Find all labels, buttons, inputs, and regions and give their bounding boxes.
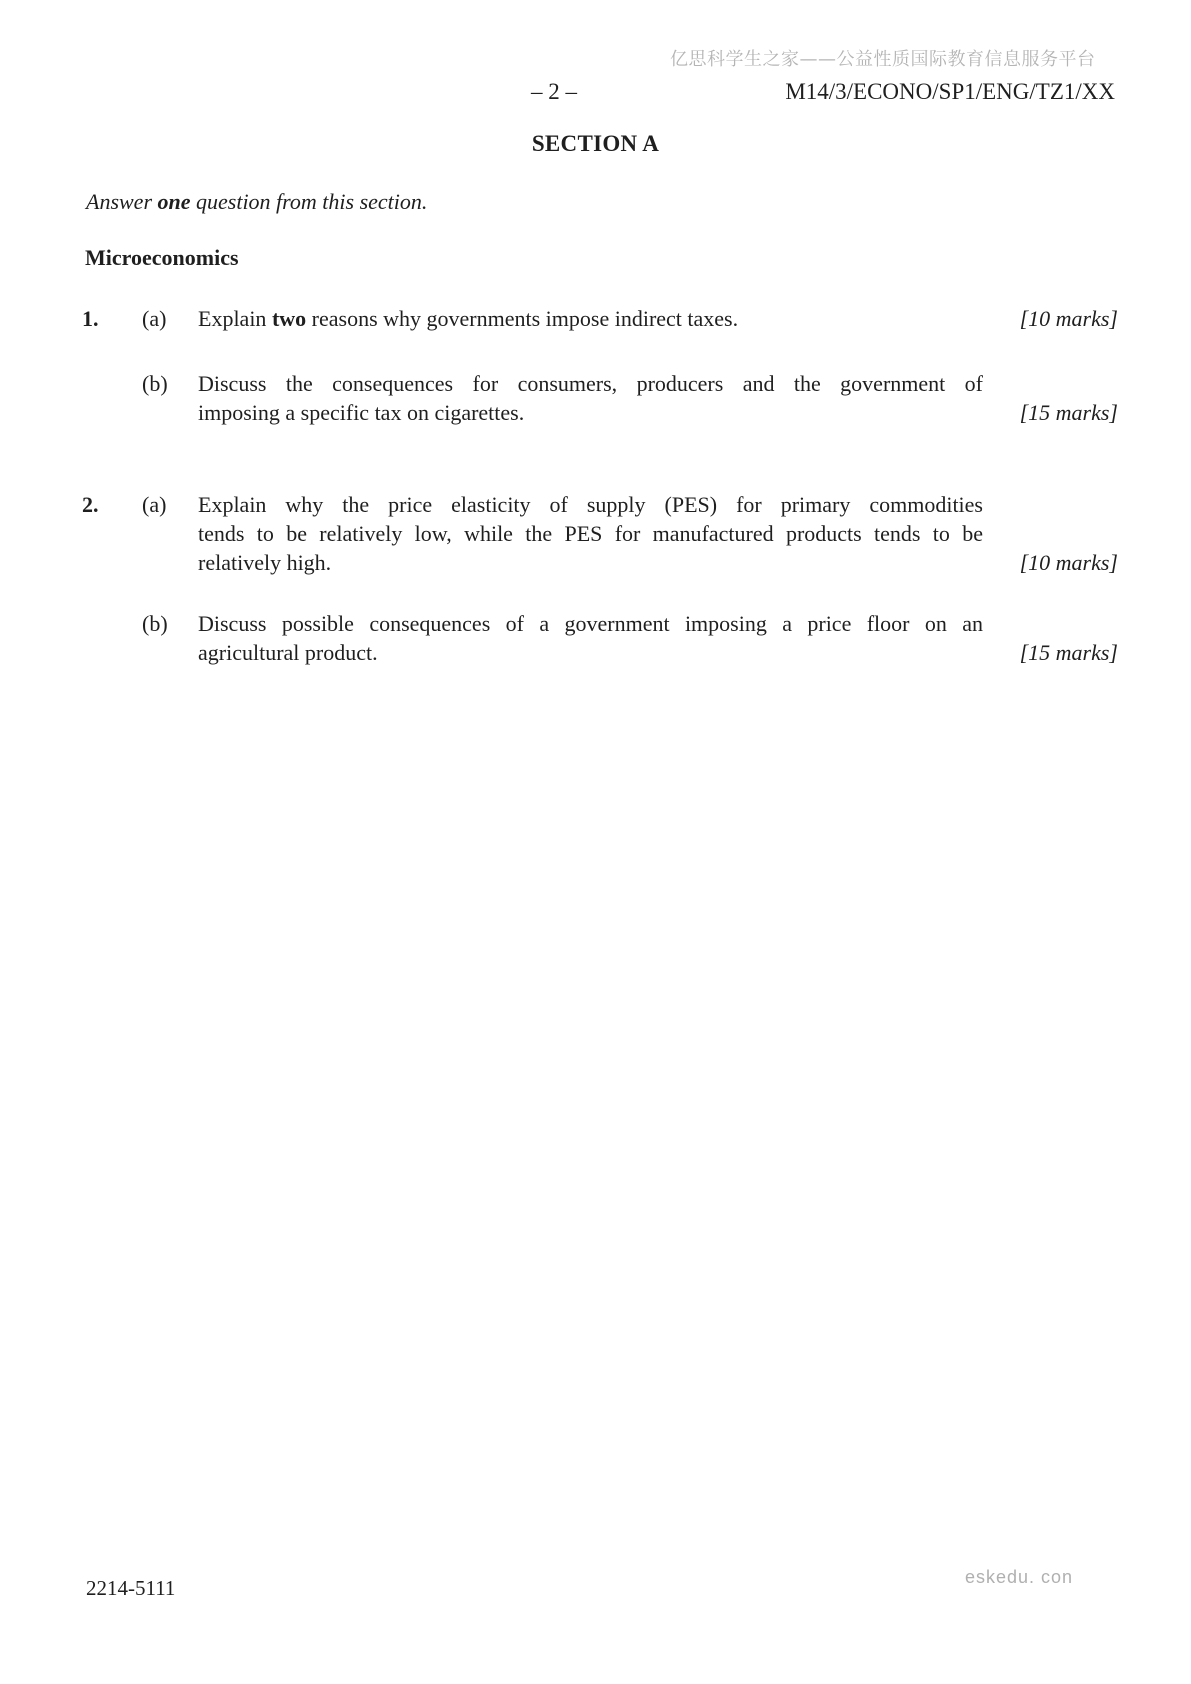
instruction-bold: one	[157, 189, 191, 214]
question-line: imposing a specific tax on cigarettes.	[198, 400, 525, 425]
question-line: Discuss the consequences for consumers, producers and the government of	[198, 371, 983, 396]
question-text	[198, 490, 983, 577]
part-letter: (a)	[142, 492, 167, 517]
question-line: Explain why the price elasticity of supply (PES) for primary commodities	[198, 492, 983, 517]
paper-reference: 2214-5111	[86, 1576, 176, 1600]
page-number: – 2 –	[531, 79, 577, 104]
instruction-prefix: Answer	[86, 189, 158, 214]
question-text	[198, 609, 983, 667]
question-text	[198, 369, 983, 427]
part-letter: (b)	[142, 611, 168, 636]
section-title: SECTION A	[531, 131, 660, 156]
paper-code: M14/3/ECONO/SP1/ENG/TZ1/XX	[785, 79, 1115, 104]
exam-instruction	[86, 189, 427, 215]
question-text	[198, 304, 983, 333]
part-letter: (a)	[142, 306, 167, 331]
marks-label: [15 marks]	[1019, 400, 1118, 425]
question-2-part-b	[82, 609, 1118, 667]
marks-label: [10 marks]	[1019, 306, 1118, 331]
watermark: eskedu. con	[965, 1567, 1074, 1587]
part-letter: (b)	[142, 371, 168, 396]
site-banner: 亿思科学生之家——公益性质国际教育信息服务平台	[670, 49, 1096, 70]
question-1-part-b	[82, 369, 1118, 427]
question-number: 1.	[82, 306, 99, 331]
line-bold: two	[271, 306, 307, 331]
question-line: tends to be relatively low, while the PES for manufactured products tends to be	[198, 521, 983, 546]
question-1-part-a	[82, 304, 1118, 333]
question-line: relatively high.	[198, 550, 332, 575]
instruction-suffix: question from this section.	[190, 189, 428, 214]
marks-label: [10 marks]	[1019, 550, 1118, 575]
question-2-part-a	[82, 490, 1118, 577]
topic-heading: Microeconomics	[85, 245, 239, 270]
question-line: Discuss possible consequences of a government imposing a price floor on an	[198, 611, 983, 636]
question-number: 2.	[82, 492, 99, 517]
line-prefix: Explain	[198, 306, 272, 331]
marks-label: [15 marks]	[1019, 640, 1118, 665]
line-suffix: reasons why governments impose indirect taxes.	[306, 306, 739, 331]
question-line: agricultural product.	[198, 640, 378, 665]
question-line	[198, 304, 983, 333]
